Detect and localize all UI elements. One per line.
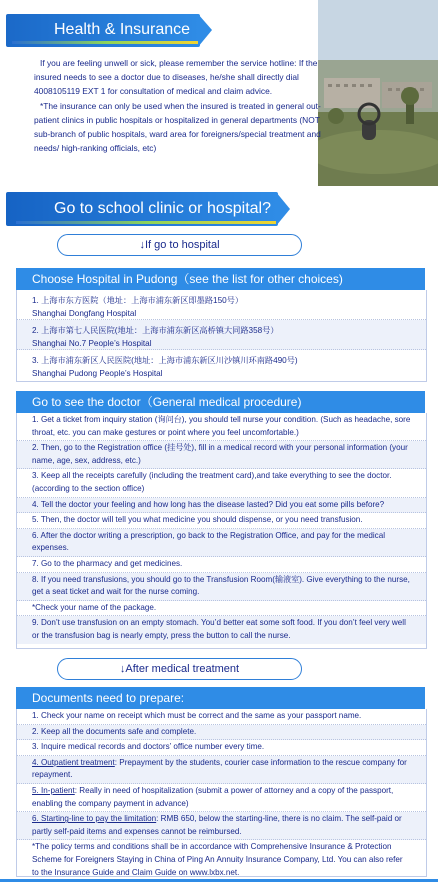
documents-heading — [16, 687, 425, 709]
list-item — [17, 290, 426, 320]
hospital-cn-name: 1. 上海市东方医院（地址：上海市浦东新区即墨路150号） — [32, 296, 244, 305]
document-item — [17, 756, 426, 784]
document-item-lead: 5. In-patient — [32, 785, 75, 795]
documents-list — [16, 709, 427, 877]
procedure-step: 3. Keep all the receipts carefully (including the treatment card),and take everything to see the doctor.(according to the section office) — [17, 469, 426, 497]
document-item — [17, 784, 426, 812]
procedure-step: 7. Go to the pharmacy and get medicines. — [17, 557, 426, 573]
hospitals-heading-text: Choose Hospital in Pudong（see the list for other choices) — [32, 272, 343, 286]
documents-heading-text: Documents need to prepare: — [32, 691, 185, 705]
procedure-step: 8. If you need transfusions, you should go to the Transfusion Room(输液室). Give everything to the nurse, get a seat ticket and wait for the nurse coming. — [17, 573, 426, 601]
hospital-cn-name: 3. 上海市浦东新区人民医院(地址：上海市浦东新区川沙镇川环南路490号) — [32, 356, 298, 365]
document-item-text: : Really in need of hospitalization (submit a power of attorney and a copy of the passport, enabling the company payment in advance) — [32, 785, 394, 808]
procedure-heading — [16, 391, 425, 413]
document-item — [17, 709, 426, 725]
document-item-text: 2. Keep all the documents safe and complete. — [32, 726, 197, 736]
intro-paragraph-1: If you are feeling unwell or sick, please remember the service hotline: If the insured needs to see a doctor due to diseases, he/she shall directly dial 4008105119 EXT 1 for consultation of medical and claim advice. — [34, 58, 318, 97]
intro-text — [34, 56, 322, 155]
document-item-text: 3. Inquire medical records and doctors’ office number every time. — [32, 742, 265, 752]
procedure-step: 5. Then, the doctor will tell you what medicine you should dispense, or you need transfusion. — [17, 513, 426, 529]
hospital-cn-name: 2. 上海市第七人民医院(地址：上海市浦东新区高桥镇大同路358号） — [32, 326, 279, 335]
section-banner — [6, 192, 278, 226]
list-item — [17, 350, 426, 379]
procedure-step: 2. Then, go to the Registration office (挂号处), fill in a medical record with your personal information (your name, age, sex, address, etc.) — [17, 441, 426, 469]
hospital-en-name: Shanghai Pudong People’s Hospital — [32, 369, 163, 378]
banner-stripe — [16, 221, 278, 224]
procedure-list — [16, 413, 427, 649]
procedure-step: 9. Don’t use transfusion on an empty stomach. You’d better eat some soft food. If you don’t feel very well or the transfusion bag is nearly empty, press the button to call the nurse. — [17, 616, 426, 643]
document-item-text: : Prepayment by the students, courier case information to the rescue company for repayment. — [32, 757, 407, 780]
document-item — [17, 812, 426, 840]
campus-photo — [318, 0, 438, 186]
after-treatment-label: ↓After medical treatment — [57, 658, 302, 680]
hospital-list — [16, 290, 427, 382]
document-item — [17, 840, 426, 880]
document-item-lead: 4. Outpatient treatment — [32, 757, 115, 767]
banner-stripe — [12, 41, 200, 44]
document-item-text: 1. Check your name on receipt which must be correct and the same as your passport name. — [32, 711, 362, 720]
header-banner — [6, 14, 200, 47]
list-item — [17, 320, 426, 350]
procedure-heading-text: Go to see the doctor（General medical procedure) — [32, 395, 302, 409]
banner-arrow — [276, 192, 290, 226]
document-item — [17, 725, 426, 741]
hospital-en-name: Shanghai No.7 People’s Hospital — [32, 339, 152, 348]
procedure-step: *Check your name of the package. — [17, 601, 426, 617]
document-item-text: : RMB 650, below the starting-line, there is no claim. The self-paid or partly self-paid items and expenses cannot be reimbursed. — [32, 814, 402, 836]
procedure-step: 1. Get a ticket from inquiry station (询问台), you should tell nurse your condition. (Such as headache, sore throat, etc. you can make gestures or point where you feel uncomfortable.) — [17, 413, 426, 441]
document-item-text: *The policy terms and conditions shall be in accordance with Comprehensive Insurance & Protection Scheme for Foreigners Staying in China of Ping An Annuity Insurance Company, Ltd. You can also refer to the Insurance Guide and Claim Guide on www.lxbx.net. — [32, 842, 403, 877]
document-item — [17, 740, 426, 756]
document-item-lead: 6. Starting-line to pay the limitation — [32, 814, 157, 824]
banner-title: Go to school clinic or hospital? — [54, 200, 271, 217]
page-title: Health & Insurance — [54, 21, 191, 38]
procedure-step: 6. After the doctor writing a prescription, go back to the Registration Office, and pay for the medical expenses. — [17, 529, 426, 557]
intro-paragraph-2: *The insurance can only be used when the insured is treated in general out-patient clinics in public hospitals or hospitalized in general departments (NOT sub-branch of public hospitals, ward area for foreigners/special treatment and needs/ high-ranking officials, etc) — [34, 100, 321, 154]
hospital-en-name: Shanghai Dongfang Hospital — [32, 309, 137, 318]
if-go-to-hospital-label: ↓If go to hospital — [57, 234, 302, 256]
procedure-step: 4. Tell the doctor your feeling and how long has the disease lasted? Did you eat some pills before? — [17, 498, 426, 514]
banner-arrow — [198, 14, 212, 47]
hospitals-heading — [16, 268, 425, 290]
